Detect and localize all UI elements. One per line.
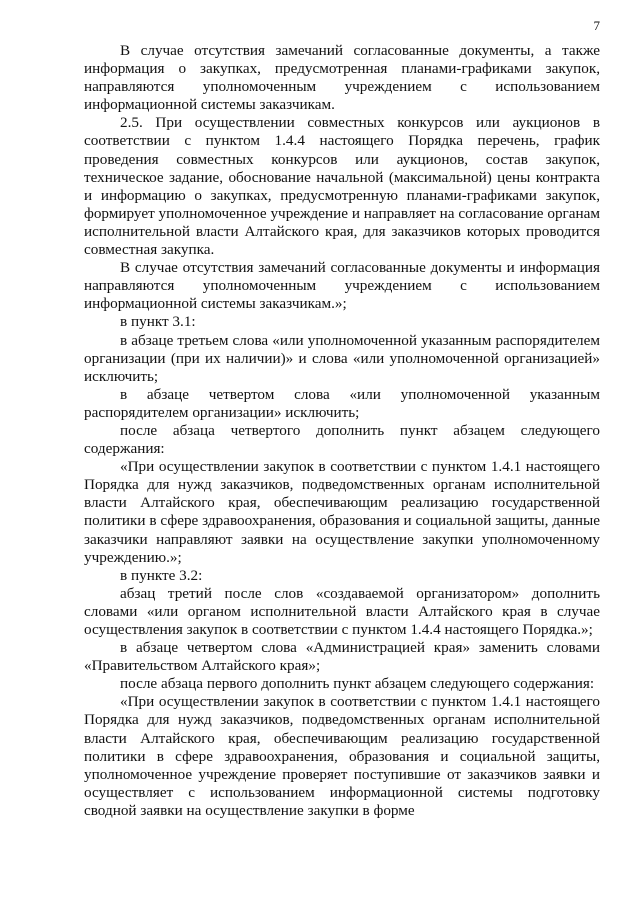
paragraph: после абзаца первого дополнить пункт абзацем следующего содержания: — [120, 675, 595, 693]
paragraph: 2.5. При осуществлении совместных конкурсов или аукционов в соответствии с пунктом 1.4.4 настоящего Порядка перечень, график проведения совместных конкурсов или аукционов, состав закупок, техническое задание, обоснование начальной (максимальной) цены контракта и информацию о закупках, предусмотренную планами-графиками закупок, формирует уполномоченное учреждение и направляет на согласование органам исполнительной власти Алтайского края, для заказчиков которых проводится совместная закупка. — [84, 114, 600, 259]
paragraph: в абзаце четвертом слова «Администрацией края» заменить словами «Правительством Алтайского края»; — [84, 639, 600, 675]
paragraph: В случае отсутствия замечаний согласованные документы и информация направляются уполномоченным учреждением с использованием информационной системы заказчикам.»; — [84, 259, 600, 313]
paragraph: после абзаца четвертого дополнить пункт абзацем следующего содержания: — [84, 421, 600, 458]
paragraph: абзац третий после слов «создаваемой организатором» дополнить словами «или органом исполнительной власти Алтайского края в случае осуществления закупок в соответствии с пунктом 1.4.4 настоящего Порядка.»; — [84, 584, 600, 638]
document-body — [84, 42, 600, 820]
paragraph: в пункт 3.1: — [120, 313, 196, 331]
page-number: 7 — [593, 18, 600, 33]
paragraph: в абзаце третьем слова «или уполномоченной указанным распорядителем организации (при их наличии)» и слова «или уполномоченной организацией» исключить; — [84, 331, 600, 385]
paragraph: в абзаце четвертом слова «или уполномоченной указанным распорядителем организации» исключить; — [84, 385, 600, 421]
paragraph: в пункте 3.2: — [120, 566, 203, 584]
paragraph: «При осуществлении закупок в соответствии с пунктом 1.4.1 настоящего Порядка для нужд заказчиков, подведомственных органам исполнительной власти Алтайского края, обеспечивающим реализацию государственной политики в сфере здравоохранения, образования и социальной защиты, уполномоченное учреждение проверяет поступившие от заказчиков заявки и осуществляет с использованием информационной системы подготовку сводной заявки на осуществление закупки в форме — [84, 693, 600, 819]
paragraph: В случае отсутствия замечаний согласованные документы, а также информация о закупках, предусмотренная планами-графиками закупок, направляются уполномоченным учреждением с использованием информационной системы заказчикам. — [84, 42, 600, 114]
paragraph: «При осуществлении закупок в соответствии с пунктом 1.4.1 настоящего Порядка для нужд заказчиков, подведомственных органам исполнительной власти Алтайского края, обеспечивающим реализацию государственной политики в сфере здравоохранения, образования и социальной защиты, данные заказчики направляют заявки на осуществление закупки уполномоченному учреждению.»; — [84, 458, 600, 566]
